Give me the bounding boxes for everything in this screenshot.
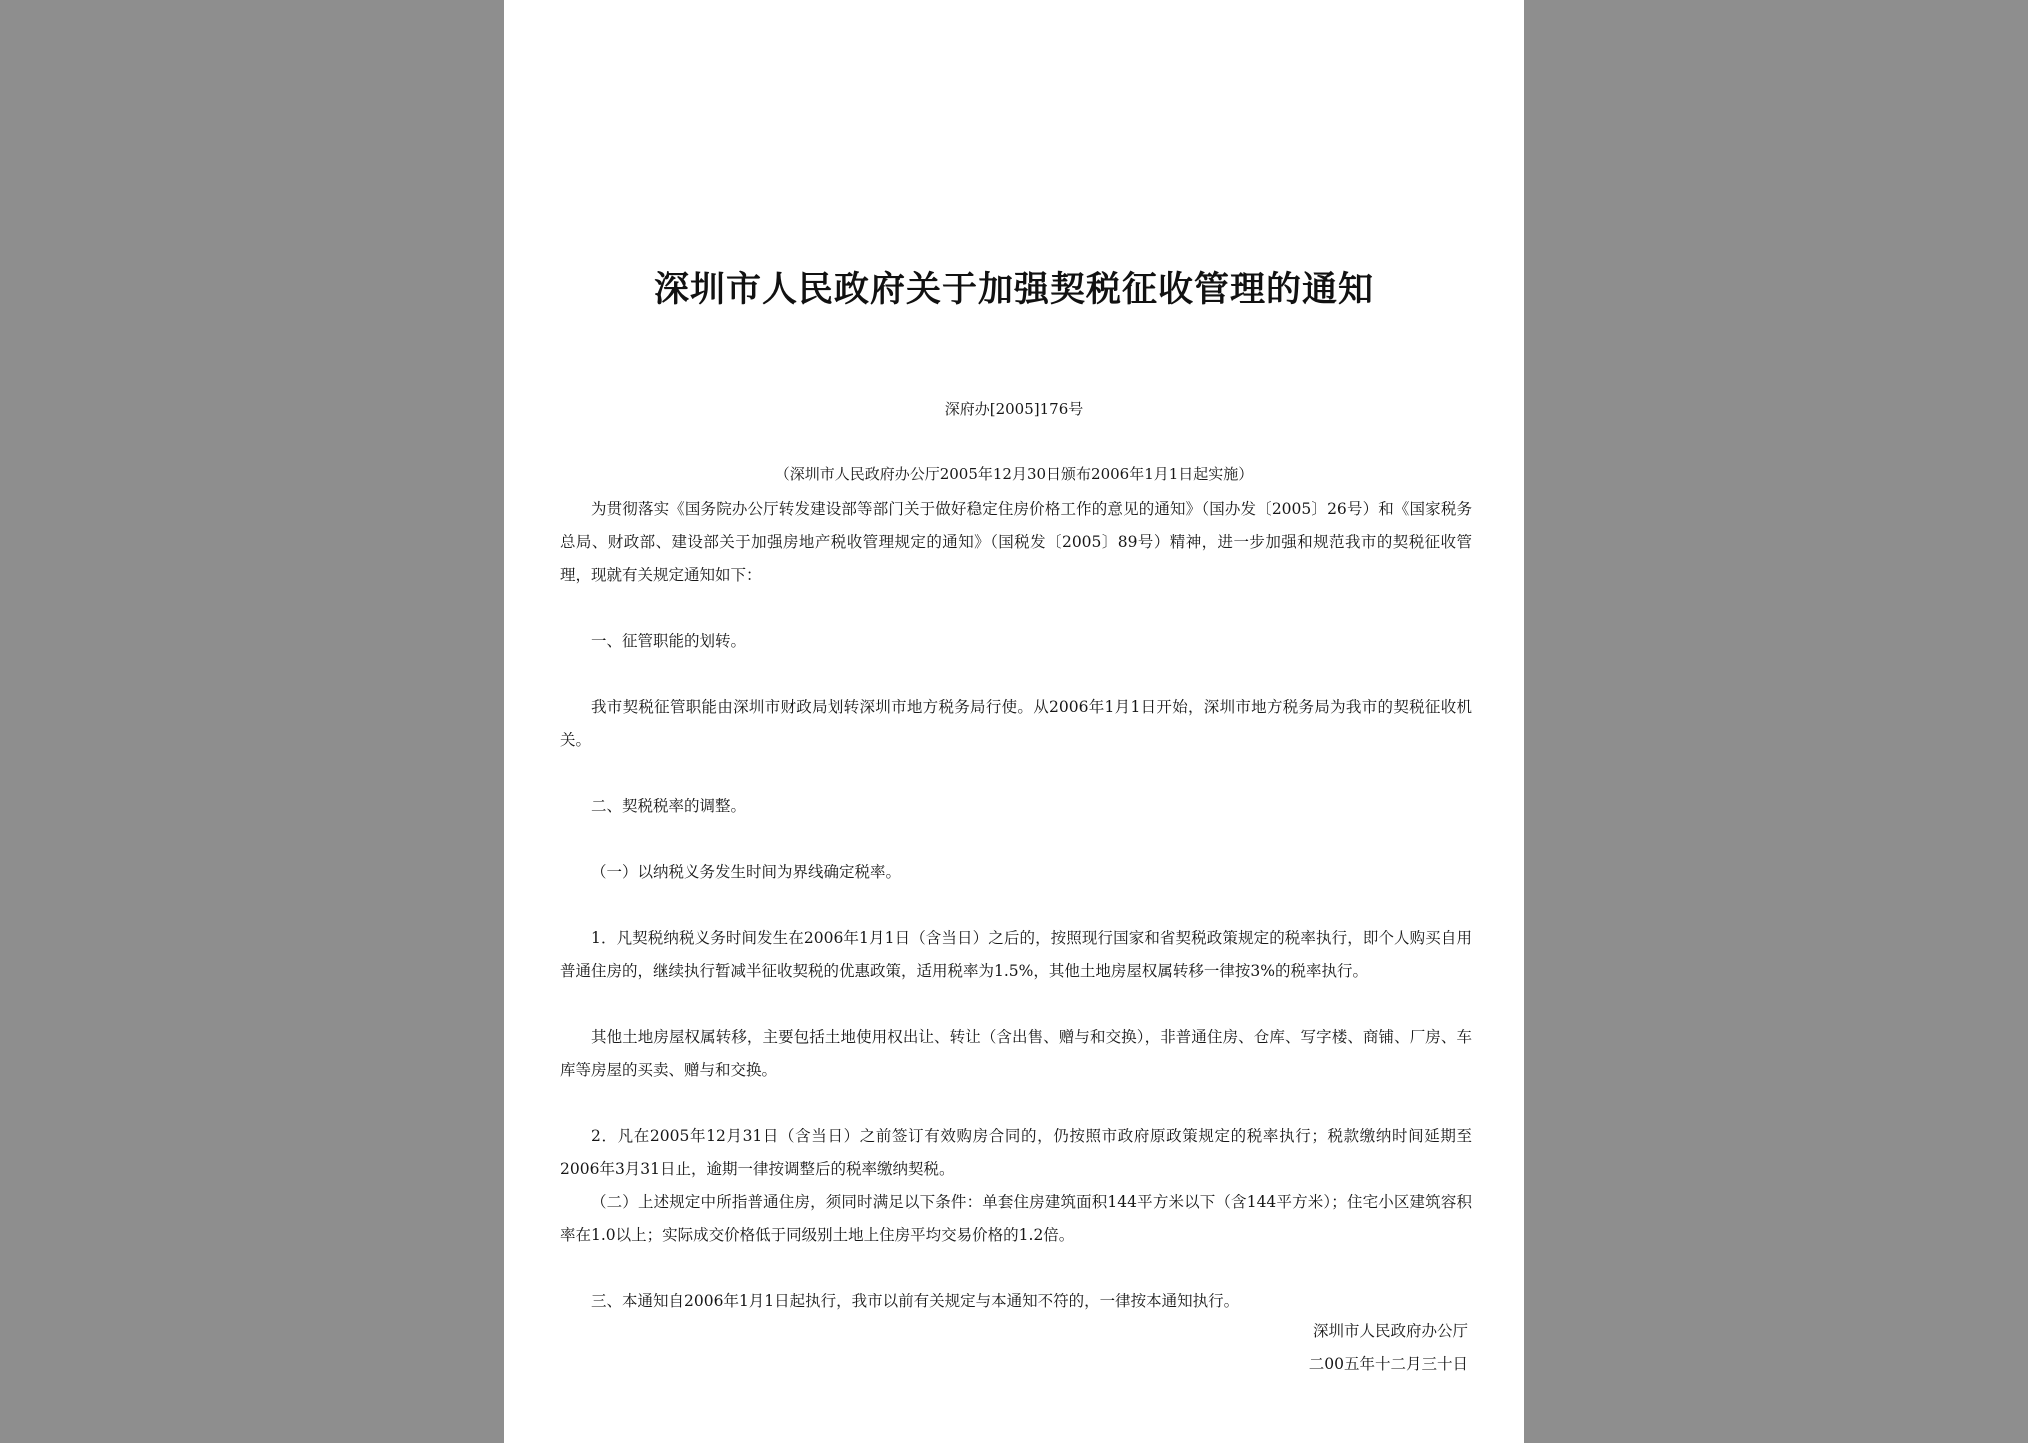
body-paragraph: （二）上述规定中所指普通住房，须同时满足以下条件：单套住房建筑面积144平方米以下（含144平方米）；住宅小区建筑容积率在1.0以上；实际成交价格低于同级别土地上住房平均交易价格的1.2倍。 bbox=[560, 1193, 1472, 1244]
issue-date: 二00五年十二月三十日 bbox=[1308, 1355, 1468, 1373]
issuer-name: 深圳市人民政府办公厅 bbox=[1312, 1322, 1468, 1340]
body-paragraph: 1．凡契税纳税义务时间发生在2006年1月1日（含当日）之后的，按照现行国家和省契税政策规定的税率执行，即个人购买自用普通住房的，继续执行暂减半征收契税的优惠政策，适用税率为1.5%，其他土地房屋权属转移一律按3%的税率执行。 bbox=[560, 929, 1472, 980]
document-page bbox=[504, 0, 1524, 1443]
section-heading-2: 二、契税税率的调整。 bbox=[591, 797, 747, 815]
section-heading-3: 三、本通知自2006年1月1日起执行，我市以前有关规定与本通知不符的，一律按本通知执行。 bbox=[591, 1292, 1240, 1310]
document-title: 深圳市人民政府关于加强契税征收管理的通知 bbox=[653, 269, 1374, 310]
subsection-heading: （一）以纳税义务发生时间为界线确定税率。 bbox=[591, 863, 902, 881]
body-paragraph: 2．凡在2005年12月31日（含当日）之前签订有效购房合同的，仍按照市政府原政策规定的税率执行；税款缴纳时间延期至2006年3月31日止，逾期一律按调整后的税率缴纳契税。 bbox=[560, 1127, 1472, 1178]
document-body bbox=[560, 493, 1472, 1318]
issue-note: （深圳市人民政府办公厅2005年12月30日颁布2006年1月1日起实施） bbox=[774, 465, 1254, 483]
section-heading-1: 一、征管职能的划转。 bbox=[591, 632, 747, 650]
document-number: 深府办[2005]176号 bbox=[944, 400, 1084, 418]
signature-block bbox=[1309, 1315, 1468, 1381]
intro-paragraph: 为贯彻落实《国务院办公厅转发建设部等部门关于做好稳定住房价格工作的意见的通知》（国办发〔2005〕26号）和《国家税务总局、财政部、建设部关于加强房地产税收管理规定的通知》（国税发〔2005〕89号）精神，进一步加强和规范我市的契税征收管理，现就有关规定通知如下： bbox=[560, 500, 1472, 584]
body-paragraph: 我市契税征管职能由深圳市财政局划转深圳市地方税务局行使。从2006年1月1日开始，深圳市地方税务局为我市的契税征收机关。 bbox=[560, 698, 1472, 749]
body-paragraph: 其他土地房屋权属转移，主要包括土地使用权出让、转让（含出售、赠与和交换），非普通住房、仓库、写字楼、商铺、厂房、车库等房屋的买卖、赠与和交换。 bbox=[560, 1028, 1472, 1079]
